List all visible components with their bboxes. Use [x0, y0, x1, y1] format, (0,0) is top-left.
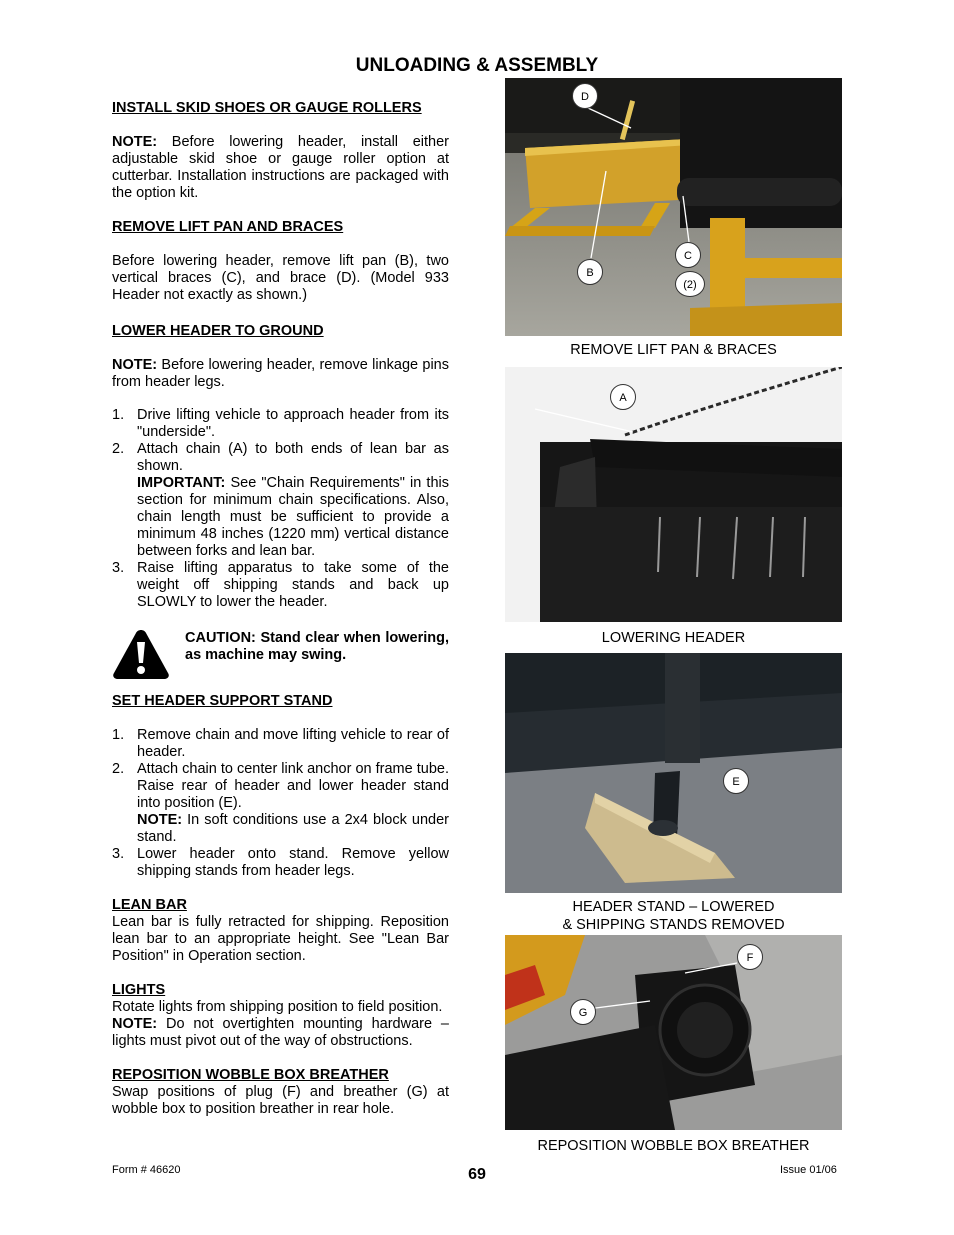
list-item: 2. Attach chain to center link anchor on frame tube. Raise rear of header and lower header stand into position (E). NOTE: In soft conditions use a 2x4 block under stand. [112, 761, 449, 845]
wobble-box-photo-image [505, 935, 842, 1130]
callout-a: A [610, 384, 636, 410]
form-number: Form # 46620 [112, 1164, 181, 1176]
list-item: 1. Remove chain and move lifting vehicle to rear of header. [112, 727, 449, 760]
lean-bar-text: Lean bar is fully retracted for shipping. Reposition lean bar to an appropriate height. See "Lean Bar Position" in Operation section. [112, 914, 449, 964]
instructions-column [112, 100, 449, 1118]
lights-note: NOTE: Do not overtighten mounting hardware – lights must pivot out of the way of obstructions. [112, 1016, 449, 1049]
lift-pan-text: Before lowering header, remove lift pan (B), two vertical braces (C), and brace (D). (Model 933 Header not exactly as shown.) [112, 253, 449, 303]
wobble-box-text: Swap positions of plug (F) and breather (G) at wobble box to position breather in rear hole. [112, 1084, 449, 1117]
heading-skid-shoes: INSTALL SKID SHOES OR GAUGE ROLLERS [112, 100, 422, 116]
caution-box [112, 628, 449, 684]
callout-c: C [675, 242, 701, 268]
list-item: 3. Lower header onto stand. Remove yellow shipping stands from header legs. [112, 846, 449, 879]
heading-wobble-box: REPOSITION WOBBLE BOX BREATHER [112, 1067, 389, 1083]
photo-lift-pan-braces [505, 78, 842, 336]
caution-text: CAUTION: Stand clear when lowering, as machine may swing. [185, 630, 449, 663]
caption-lowering-header: LOWERING HEADER [601, 630, 746, 646]
heading-lower-header: LOWER HEADER TO GROUND [112, 323, 324, 339]
heading-lights: LIGHTS [112, 982, 166, 998]
list-item: 1. Drive lifting vehicle to approach header from its "underside". [112, 407, 449, 440]
list-item: 2. Attach chain (A) to both ends of lean bar as shown. IMPORTANT: See "Chain Requirements" in this section for minimum chain specifications. Also, chain length must be sufficient to provide a minimum 48 inches (1220 mm) vertical distance between forks and lean bar. [112, 441, 449, 559]
skid-note: NOTE: Before lowering header, install either adjustable skid shoe or gauge roller option at cutterbar. Installation instructions are packaged with the option kit. [112, 134, 449, 201]
page-title: UNLOADING & ASSEMBLY [355, 55, 599, 76]
callout-c-quantity: (2) [675, 271, 705, 297]
list-item: 3. Raise lifting apparatus to take some of the weight off shipping stands and back up SLOWLY to lower the header. [112, 560, 449, 610]
stand-steps [112, 727, 449, 880]
heading-lean-bar: LEAN BAR [112, 897, 187, 913]
lift-pan-photo-image [505, 78, 842, 336]
important-note: IMPORTANT: See "Chain Requirements" in this section for minimum chain specifications. Also, chain length must be sufficient to provide a minimum 48 inches (1220 mm) vertical distance between forks and lean bar. [137, 475, 449, 559]
photo-header-stand [505, 653, 842, 893]
caption-wobble-box: REPOSITION WOBBLE BOX BREATHER [537, 1138, 810, 1154]
lower-steps [112, 407, 449, 611]
caption-lift-pan: REMOVE LIFT PAN & BRACES [570, 342, 777, 358]
header-stand-photo-image [505, 653, 842, 893]
callout-e: E [723, 768, 749, 794]
callout-b: B [577, 259, 603, 285]
lights-text: Rotate lights from shipping position to field position. [112, 999, 443, 1015]
callout-d: D [572, 83, 598, 109]
callout-g: G [570, 999, 596, 1025]
callout-f: F [737, 944, 763, 970]
soft-conditions-note: NOTE: In soft conditions use a 2x4 block under stand. [137, 812, 449, 845]
page-number: 69 [468, 1166, 486, 1183]
photo-wobble-box [505, 935, 842, 1130]
caption-header-stand: HEADER STAND – LOWERED & SHIPPING STANDS REMOVED [562, 899, 785, 933]
warning-triangle-icon [112, 628, 170, 680]
lower-note: NOTE: Before lowering header, remove linkage pins from header legs. [112, 357, 449, 390]
lowering-header-photo-image [505, 367, 842, 622]
heading-lift-pan: REMOVE LIFT PAN AND BRACES [112, 219, 344, 235]
photo-lowering-header [505, 367, 842, 622]
heading-support-stand: SET HEADER SUPPORT STAND [112, 693, 333, 709]
issue-date: Issue 01/06 [780, 1164, 837, 1176]
